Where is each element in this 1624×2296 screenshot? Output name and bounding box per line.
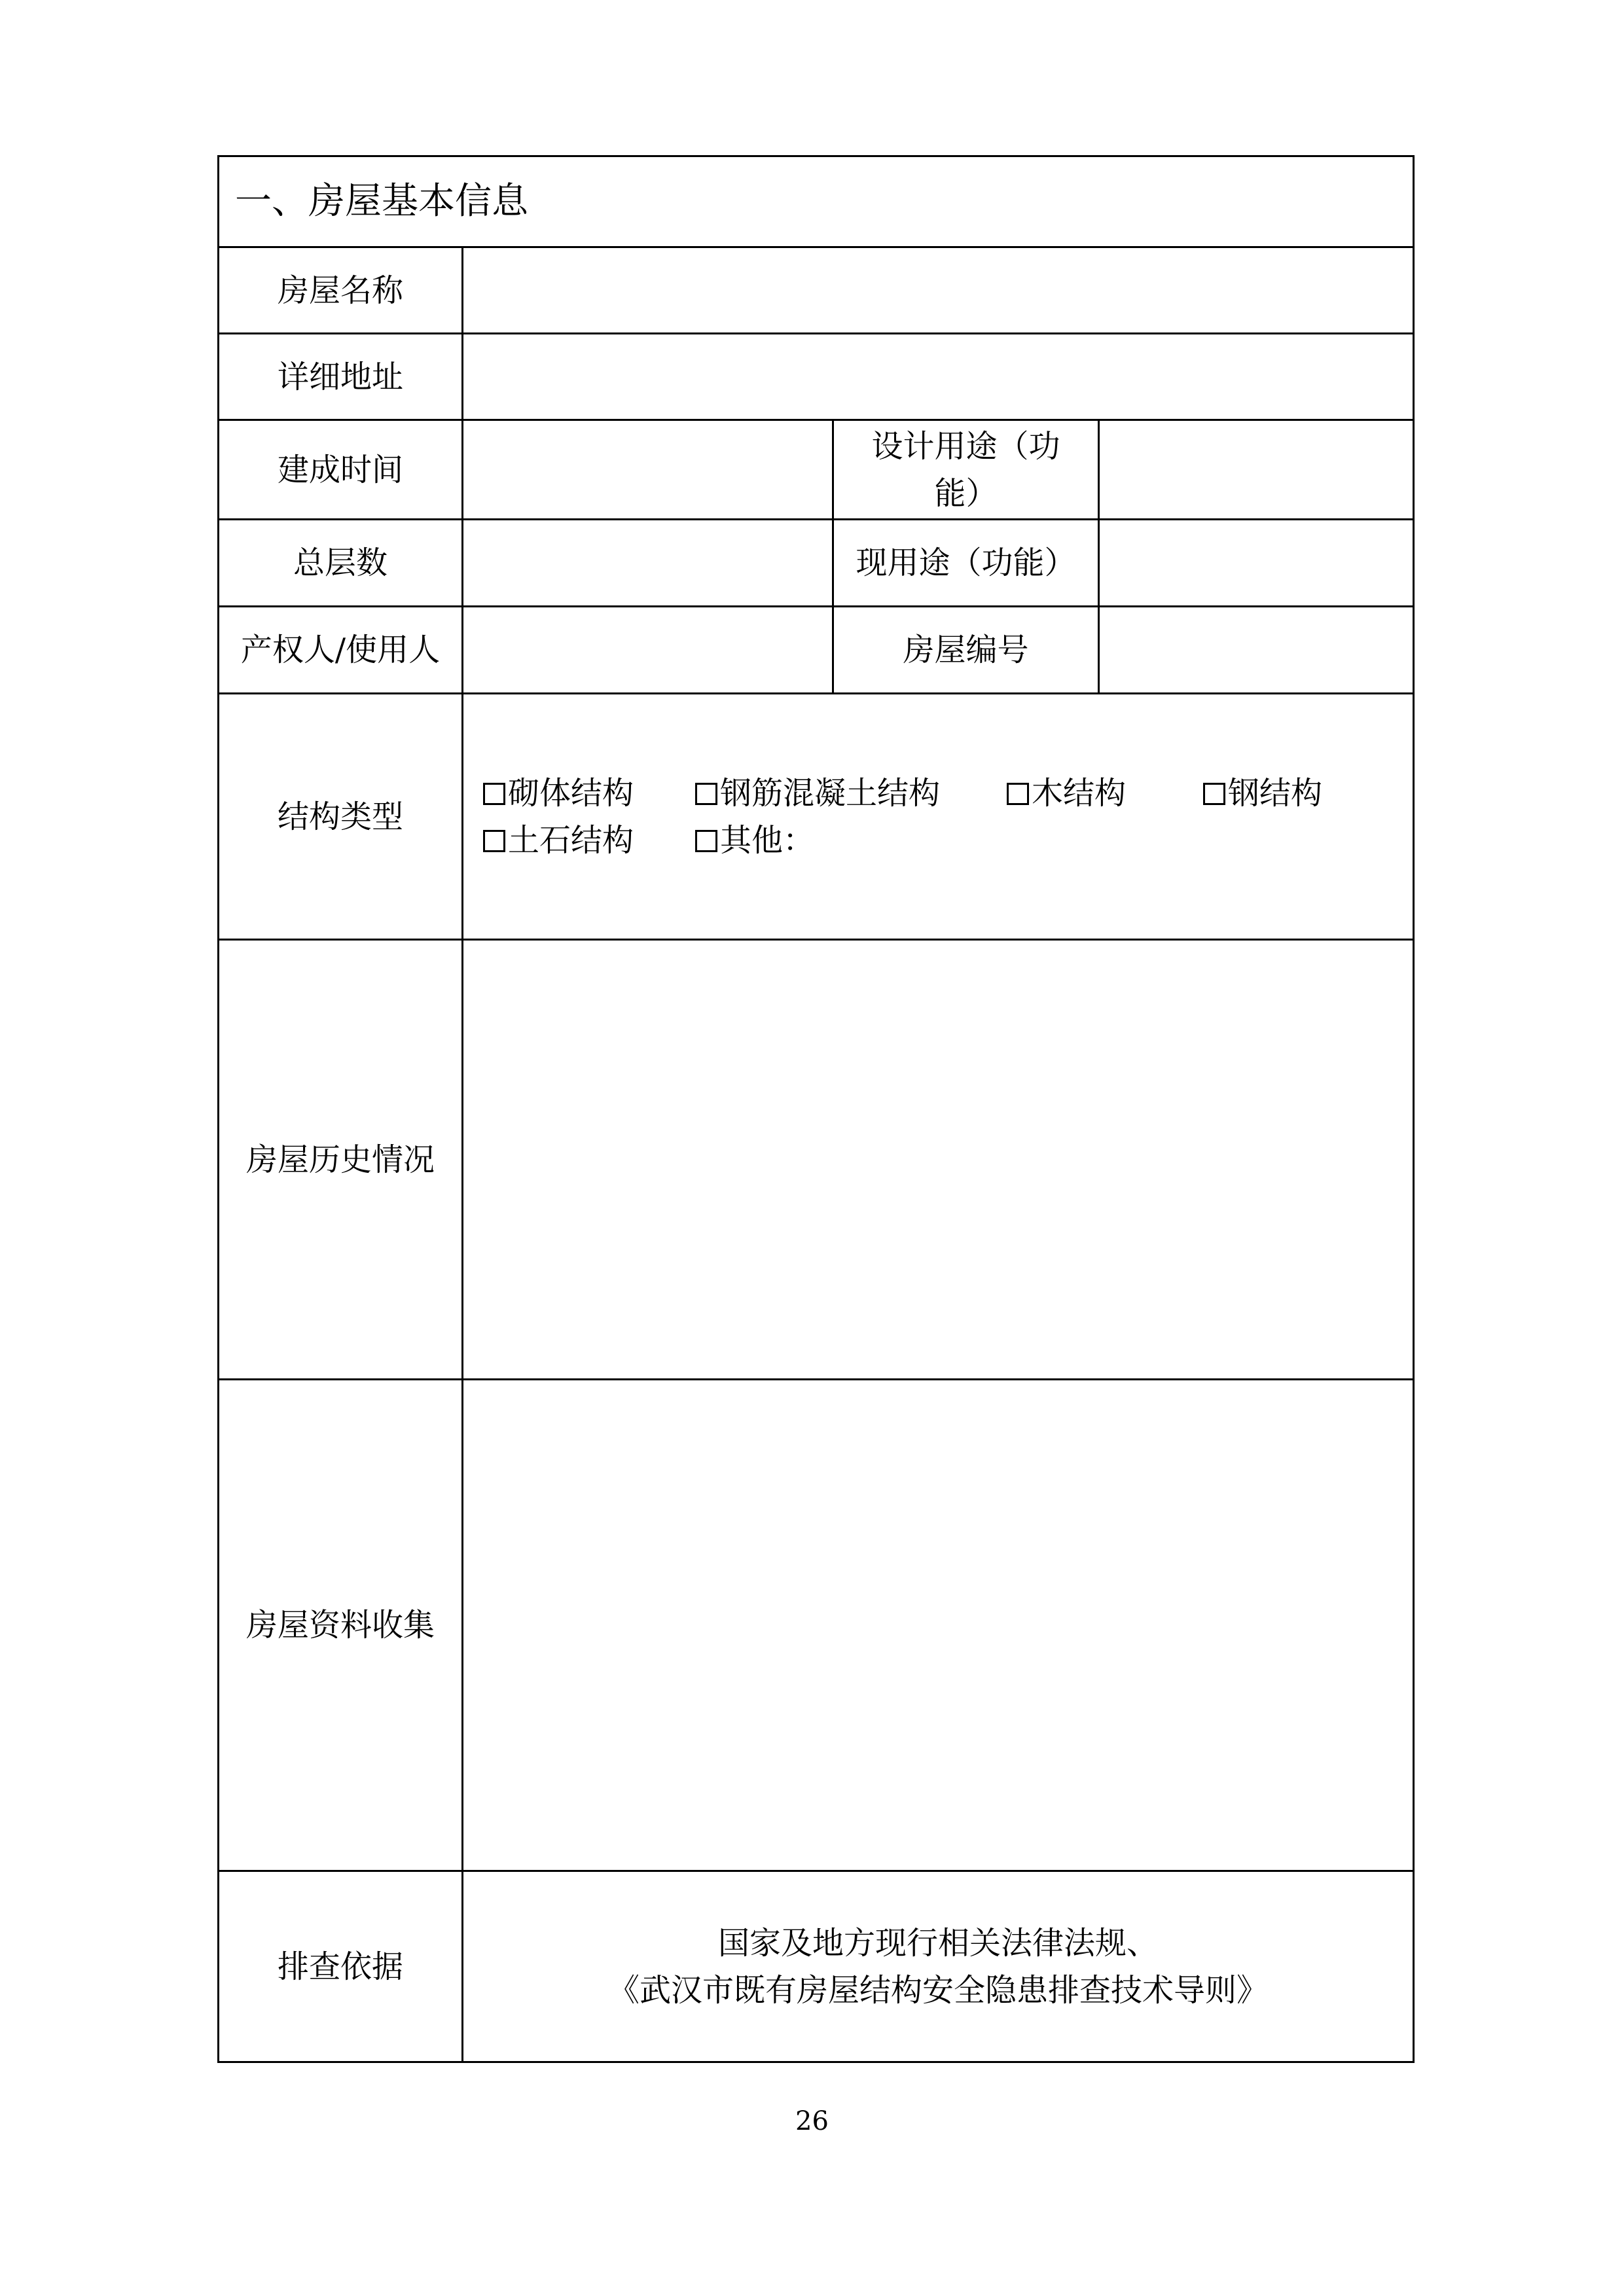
house-name-label: 房屋名称 xyxy=(219,247,463,334)
house-name-field[interactable] xyxy=(463,247,1414,334)
option-other[interactable] xyxy=(695,817,814,864)
option-other-label: 其他： xyxy=(720,821,815,859)
basis-text xyxy=(463,1871,1414,2062)
option-reinforced-concrete[interactable] xyxy=(695,770,1007,817)
house-number-field[interactable] xyxy=(1099,607,1414,694)
total-floors-label: 总层数 xyxy=(219,520,463,607)
owner-user-field[interactable] xyxy=(463,607,833,694)
history-field[interactable] xyxy=(463,940,1414,1380)
option-wood[interactable] xyxy=(1007,770,1203,817)
history-label: 房屋历史情况 xyxy=(219,940,463,1380)
current-use-label: 现用途（功能） xyxy=(833,520,1099,607)
basis-line-2: 《武汉市既有房屋结构安全隐患排查技术导则》 xyxy=(607,1971,1268,2009)
address-field[interactable] xyxy=(463,334,1414,420)
structure-type-label: 结构类型 xyxy=(219,694,463,940)
checkbox-icon[interactable] xyxy=(483,783,505,805)
structure-type-options xyxy=(463,694,1414,940)
structure-options-row-2 xyxy=(483,817,1413,864)
basis-label: 排查依据 xyxy=(219,1871,463,2062)
structure-options-row-1 xyxy=(483,770,1413,817)
house-number-label: 房屋编号 xyxy=(833,607,1099,694)
checkbox-icon[interactable] xyxy=(695,783,717,805)
option-masonry[interactable] xyxy=(483,770,695,817)
data-collection-field[interactable] xyxy=(463,1380,1414,1871)
design-use-label: 设计用途（功能） xyxy=(833,420,1099,520)
checkbox-icon[interactable] xyxy=(695,830,717,852)
total-floors-field[interactable] xyxy=(463,520,833,607)
option-masonry-label: 砌体结构 xyxy=(508,774,634,812)
house-info-form xyxy=(217,155,1415,2063)
option-wood-label: 木结构 xyxy=(1032,774,1127,812)
page-number: 26 xyxy=(795,2106,829,2136)
section-title: 一、房屋基本信息 xyxy=(219,156,1414,247)
option-earth-stone-label: 土石结构 xyxy=(508,821,634,859)
current-use-field[interactable] xyxy=(1099,520,1414,607)
checkbox-icon[interactable] xyxy=(483,830,505,852)
owner-user-label: 产权人/使用人 xyxy=(219,607,463,694)
option-reinforced-concrete-label: 钢筋混凝土结构 xyxy=(720,774,941,812)
checkbox-icon[interactable] xyxy=(1007,783,1029,805)
option-steel[interactable] xyxy=(1203,770,1322,817)
address-label: 详细地址 xyxy=(219,334,463,420)
build-time-label: 建成时间 xyxy=(219,420,463,520)
design-use-field[interactable] xyxy=(1099,420,1414,520)
basis-line-1: 国家及地方现行相关法律法规、 xyxy=(717,1924,1158,1962)
build-time-field[interactable] xyxy=(463,420,833,520)
option-earth-stone[interactable] xyxy=(483,817,695,864)
option-steel-label: 钢结构 xyxy=(1228,774,1323,812)
data-collection-label: 房屋资料收集 xyxy=(219,1380,463,1871)
checkbox-icon[interactable] xyxy=(1203,783,1225,805)
